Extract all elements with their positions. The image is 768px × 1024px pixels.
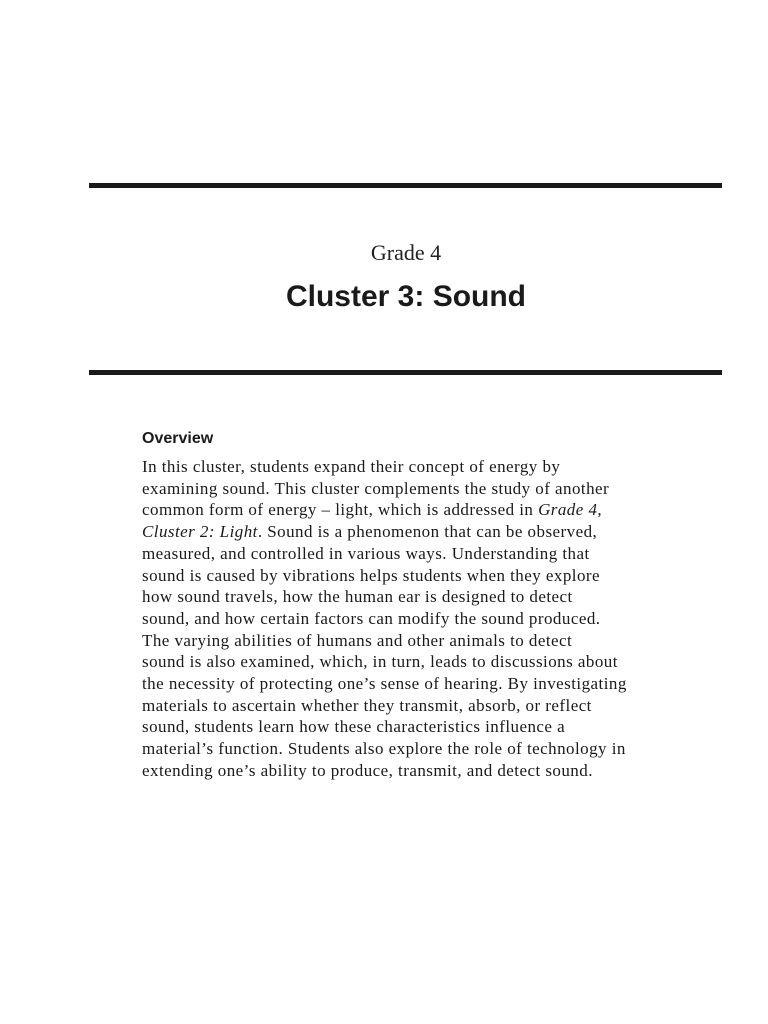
text-run: sound, and how certain factors can modify the sound produced. [142,608,601,628]
overview-section [142,428,682,782]
text-run: sound is caused by vibrations helps students when they explore [142,565,601,585]
italic-reference: Grade 4, [538,500,603,520]
text-line [142,760,682,782]
text-line [142,586,682,608]
text-line [142,608,682,630]
text-line [142,499,682,521]
text-run: . Sound is a phenomenon that can be observed, [257,522,598,542]
text-run: The varying abilities of humans and other animals to detect [142,630,573,650]
text-line [142,543,682,565]
text-line [142,521,682,543]
text-line [142,695,682,717]
text-run: In this cluster, students expand their concept of energy by [142,457,561,476]
text-run: materials to ascertain whether they transmit, absorb, or reflect [142,695,592,715]
text-run: examining sound. This cluster complements the study of another [142,478,610,498]
text-line [142,673,682,695]
text-run: extending one’s ability to produce, transmit, and detect sound. [142,760,593,780]
text-line [142,565,682,587]
top-rule [89,183,722,188]
text-run: the necessity of protecting one’s sense of hearing. By investigating [142,674,627,694]
grade-label: Grade 4 [370,240,442,265]
text-run: material’s function. Students also explore the role of technology in [142,739,626,759]
text-run: sound is also examined, which, in turn, leads to discussions about [142,652,618,672]
text-run: how sound travels, how the human ear is designed to detect [142,587,573,607]
text-run: measured, and controlled in various ways. Understanding that [142,543,590,563]
italic-reference: Cluster 2: Light [142,522,258,542]
text-line [142,478,682,500]
text-line [142,651,682,673]
page-title: Cluster 3: Sound [285,280,526,313]
text-run: common form of energy – light, which is addressed in [142,500,539,520]
text-line [142,630,682,652]
text-line [142,716,682,738]
overview-paragraph [142,456,682,782]
bottom-rule [89,370,722,375]
text-line [142,456,682,478]
section-heading: Overview [142,430,214,447]
text-line [142,738,682,760]
text-run: sound, students learn how these characteristics influence a [142,717,566,737]
